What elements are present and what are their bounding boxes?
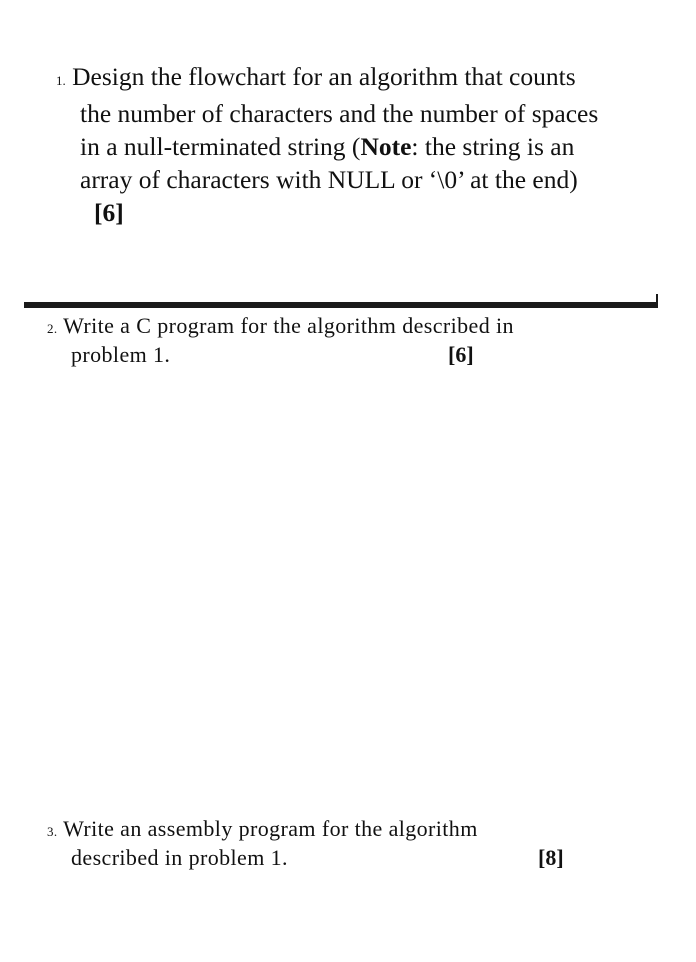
question-3-line-1 xyxy=(47,816,478,841)
question-text: Design the flowchart for an algorithm that counts xyxy=(72,62,576,91)
question-2-line-1 xyxy=(47,313,514,338)
question-text: Write a C program for the algorithm described in xyxy=(63,313,514,338)
question-1-line-3 xyxy=(56,130,656,163)
question-3 xyxy=(47,816,647,871)
question-number: 1. xyxy=(56,73,66,88)
question-1 xyxy=(56,60,656,229)
question-2 xyxy=(47,313,647,368)
marks-label: [6] xyxy=(448,342,474,367)
question-1-line-1 xyxy=(56,60,656,97)
question-text: Write an assembly program for the algorithm xyxy=(63,816,478,841)
marks-label: [6] xyxy=(94,198,124,227)
question-2-line-2 xyxy=(47,342,647,368)
question-number: 3. xyxy=(47,824,58,839)
question-text: array of characters with NULL or ‘\0’ at the end) xyxy=(80,165,578,194)
marks-label: [8] xyxy=(538,845,564,870)
question-text: : the string is an xyxy=(411,132,575,161)
question-3-line-2 xyxy=(47,845,647,871)
question-text: problem 1. xyxy=(71,342,171,367)
section-divider xyxy=(24,302,658,308)
note-label: Note xyxy=(360,132,412,161)
section-divider-tick xyxy=(656,294,658,308)
question-text: the number of characters and the number of spaces xyxy=(80,99,599,128)
question-number: 2. xyxy=(47,321,58,336)
question-text: described in problem 1. xyxy=(71,845,288,870)
question-text: in a null-terminated string ( xyxy=(80,132,361,161)
